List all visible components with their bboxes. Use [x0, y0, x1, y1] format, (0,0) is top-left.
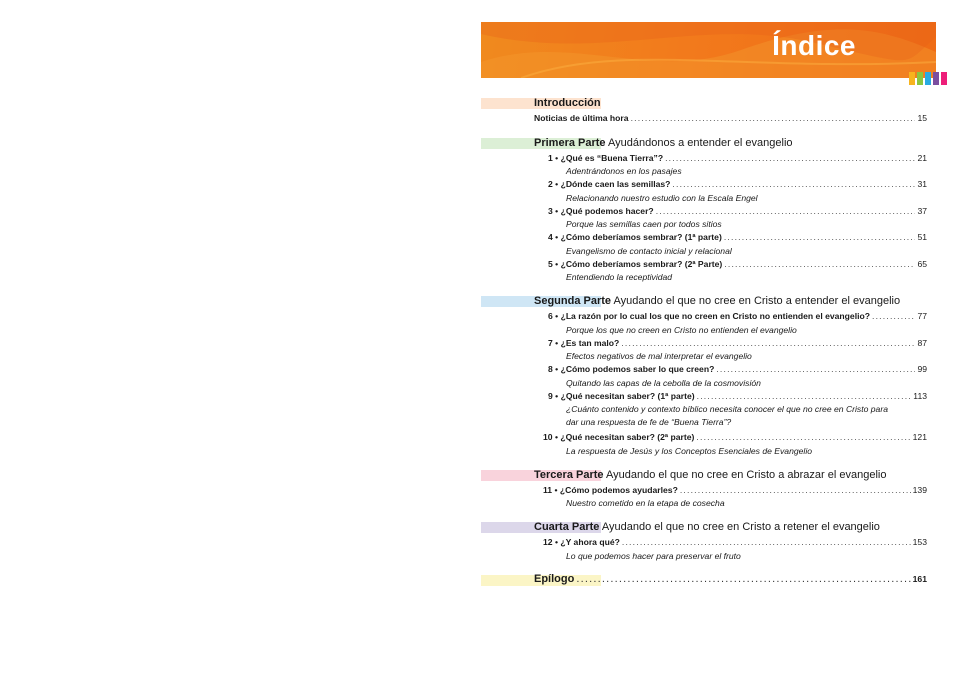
color-strip-segment	[941, 72, 947, 85]
dot-leader	[631, 112, 916, 126]
banner-swirl-decoration	[481, 22, 936, 78]
part-subtitle: Ayudándonos a entender el evangelio	[608, 136, 793, 149]
page-title: Índice	[772, 30, 856, 61]
entry-title: 2 • ¿Dónde caen las semillas?	[548, 179, 671, 189]
toc-entry[interactable]	[548, 390, 927, 404]
entry-title: 11 • ¿Cómo podemos ayudarles?	[543, 484, 678, 495]
entry-subtitle: Adentrándonos en los pasajes	[566, 166, 682, 176]
section-primera-parte	[481, 136, 927, 285]
page-number: 51	[917, 232, 927, 242]
color-strip-segment	[933, 72, 939, 85]
entry-subtitle: La respuesta de Jesús y los Conceptos Esenciales de Evangelio	[566, 445, 813, 456]
entry-subtitle: Lo que podemos hacer para preservar el fruto	[566, 550, 741, 561]
dot-leader	[680, 484, 911, 498]
page-number: 139	[912, 484, 927, 495]
entry-title: 10 • ¿Qué necesitan saber? (2ª parte)	[543, 432, 695, 442]
page-number: 65	[917, 258, 927, 269]
toc-entry[interactable]	[543, 484, 927, 498]
toc-entry[interactable]	[548, 178, 927, 192]
page-number: 87	[917, 337, 927, 348]
section-tercera-parte	[481, 468, 927, 511]
entry-title: 6 • ¿La razón por lo cual los que no creen en Cristo no entienden el evangelio?	[548, 311, 870, 321]
color-strip-segment	[925, 72, 931, 85]
toc-entry[interactable]	[548, 231, 927, 245]
entry-title: 4 • ¿Cómo deberíamos sembrar? (1ª parte)	[548, 232, 722, 242]
entry-title: Noticias de última hora	[534, 113, 629, 123]
entry-title: 5 • ¿Cómo deberíamos sembrar? (2ª Parte)	[548, 258, 723, 269]
entry-title: 7 • ¿Es tan malo?	[548, 337, 620, 348]
part-subtitle: Ayudando el que no cree en Cristo a abrazar el evangelio	[605, 468, 887, 481]
dot-leader	[696, 431, 910, 445]
entry-subtitle: Relacionando nuestro estudio con la Escala Engel	[566, 192, 758, 203]
dot-leader	[665, 152, 915, 166]
entry-title: 12 • ¿Y ahora qué?	[543, 537, 620, 547]
toc-entry[interactable]	[548, 258, 927, 272]
entry-title: 8 • ¿Cómo podemos saber lo que creen?	[548, 364, 715, 374]
toc-entry[interactable]	[534, 112, 927, 126]
dot-leader	[672, 178, 915, 192]
color-strip-segment	[909, 72, 915, 85]
section-heading[interactable]: Introducción	[534, 97, 601, 109]
entry-subtitle: Porque los que no creen en Cristo no entienden el evangelio	[566, 324, 797, 335]
toc-entry[interactable]	[548, 363, 927, 377]
page-number: 161	[912, 573, 927, 584]
page-number: 113	[913, 390, 927, 401]
entry-subtitle-continued: dar una respuesta de fe de “Buena Tierra”?	[566, 417, 732, 427]
color-strip	[909, 72, 955, 85]
page-number: 153	[912, 537, 927, 547]
part-heading[interactable]	[534, 520, 880, 535]
title-banner	[481, 22, 936, 78]
page-number: 21	[917, 152, 927, 163]
dot-leader	[724, 231, 916, 245]
page-number: 121	[912, 432, 927, 442]
entry-title: Epílogo	[534, 572, 575, 585]
entry-subtitle: ¿Cuánto contenido y contexto bíblico necesita conocer el que no cree en Cristo para	[566, 404, 888, 414]
page-number: 77	[917, 311, 927, 321]
entry-subtitle: Nuestro cometido en la etapa de cosecha	[566, 498, 725, 508]
toc-entry[interactable]	[543, 431, 927, 445]
page-number: 31	[917, 179, 927, 189]
color-strip-segment	[917, 72, 923, 85]
part-heading[interactable]	[534, 136, 793, 151]
dot-leader	[716, 363, 915, 377]
entry-title: 3 • ¿Qué podemos hacer?	[548, 205, 654, 216]
page-number: 37	[917, 205, 927, 216]
toc-entry[interactable]	[543, 536, 927, 550]
toc-entry[interactable]	[534, 573, 927, 587]
section-cuarta-parte	[481, 520, 927, 563]
dot-leader	[576, 573, 910, 587]
section-introduccion	[481, 96, 927, 126]
entry-subtitle: Efectos negativos de mal interpretar el evangelio	[566, 351, 752, 361]
entry-subtitle: Quitando las capas de la cebolla de la cosmovisión	[566, 377, 761, 388]
part-name: Primera Parte	[534, 136, 606, 149]
dot-leader	[697, 390, 912, 404]
dot-leader	[724, 258, 915, 272]
part-name: Segunda Parte	[534, 295, 612, 307]
entry-subtitle: Evangelismo de contacto inicial y relacional	[566, 245, 732, 256]
section-segunda-parte	[481, 294, 927, 458]
toc-entry[interactable]	[548, 337, 927, 351]
toc-entry[interactable]	[548, 152, 927, 166]
part-heading[interactable]	[534, 294, 900, 309]
dot-leader	[872, 310, 915, 324]
entry-subtitle: Entendiendo la receptividad	[566, 272, 673, 282]
dot-leader	[621, 337, 915, 351]
table-of-contents	[481, 96, 927, 598]
part-subtitle: Ayudando el que no cree en Cristo a retener el evangelio	[601, 521, 880, 533]
section-epilogo	[481, 573, 927, 588]
page-number: 99	[917, 364, 927, 374]
part-name: Cuarta Parte	[534, 521, 600, 533]
toc-entry[interactable]	[548, 205, 927, 219]
dot-leader	[622, 536, 911, 550]
page-number: 15	[917, 113, 927, 123]
part-heading[interactable]	[534, 468, 886, 483]
part-name: Tercera Parte	[534, 468, 604, 481]
entry-title: 9 • ¿Qué necesitan saber? (1ª parte)	[548, 390, 695, 401]
entry-title: 1 • ¿Qué es “Buena Tierra”?	[548, 152, 664, 163]
dot-leader	[656, 205, 916, 219]
toc-entry[interactable]	[548, 310, 927, 324]
part-subtitle: Ayudando el que no cree en Cristo a entender el evangelio	[613, 295, 901, 307]
entry-subtitle: Porque las semillas caen por todos sitios	[566, 219, 722, 229]
